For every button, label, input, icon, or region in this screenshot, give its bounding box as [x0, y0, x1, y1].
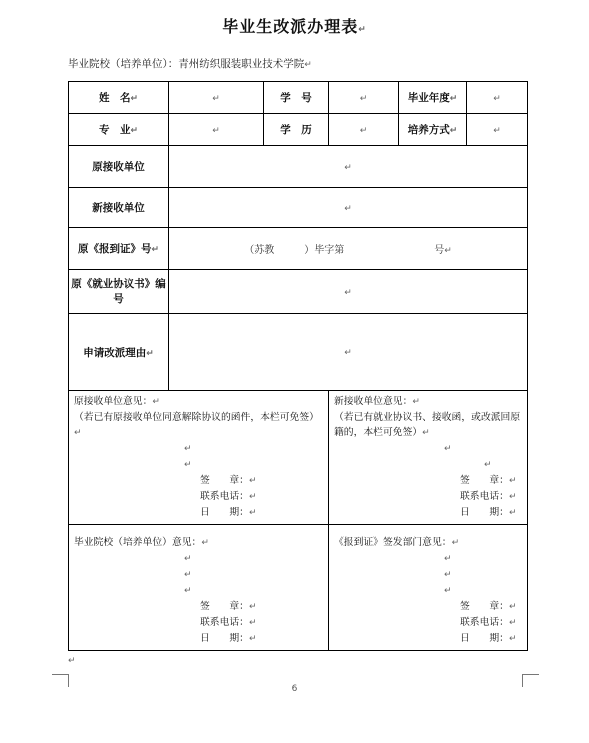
date-line: 日 期：↵	[200, 633, 257, 644]
original-unit-opinion[interactable]: 原接收单位意见：↵ （若已有原接收单位同意解除协议的函件，本栏可免签）↵ ↵ ↵ 签 章：↵ 联系电话：↵ 日 期：↵	[69, 391, 329, 525]
report-cert-field[interactable]: （苏教 ）毕字第 号↵	[169, 228, 528, 270]
issuer-opinion-heading: 《报到证》签发部门意见：↵	[334, 537, 460, 548]
row-authority-opinions	[69, 525, 528, 651]
row-name	[69, 82, 528, 114]
original-unit-field[interactable]: ↵	[169, 146, 528, 188]
phone-line: 联系电话：↵	[200, 491, 257, 502]
agreement-field[interactable]: ↵	[169, 270, 528, 314]
degree-field[interactable]: ↵	[329, 114, 399, 146]
row-agreement	[69, 270, 528, 314]
original-unit-label: 原接收单位	[69, 146, 169, 188]
major-label: 专 业↵	[69, 114, 169, 146]
student-id-field[interactable]: ↵	[329, 82, 399, 114]
new-unit-opinion-heading: 新接收单位意见：↵	[334, 396, 420, 407]
agreement-label: 原《就业协议书》编 号	[69, 270, 169, 314]
phone-line: 联系电话：↵	[200, 617, 257, 628]
seal-line: 签 章：↵	[460, 601, 517, 612]
degree-label: 学 历	[264, 114, 329, 146]
date-line: 日 期：↵	[200, 507, 257, 518]
row-report-cert	[69, 228, 528, 270]
row-unit-opinions	[69, 391, 528, 525]
original-unit-opinion-note: （若已有原接收单位同意解除协议的函件，本栏可免签）↵	[74, 412, 319, 438]
school-opinion-heading: 毕业院校（培养单位）意见：↵	[74, 537, 209, 548]
page-title: 毕业生改派办理表↵	[222, 17, 367, 36]
row-reason	[69, 314, 528, 391]
row-major	[69, 114, 528, 146]
page-number: 6	[291, 684, 298, 694]
new-unit-label: 新接收单位	[69, 188, 169, 228]
trailing-paragraph-mark: ↵	[68, 656, 76, 666]
student-id-label: 学 号	[264, 82, 329, 114]
major-field[interactable]: ↵	[169, 114, 264, 146]
phone-line: 联系电话：↵	[460, 491, 517, 502]
row-new-unit	[69, 188, 528, 228]
school-line: 毕业院校（培养单位）：青州纺织服装职业技术学院↵	[68, 58, 312, 70]
seal-line: 签 章：↵	[460, 475, 517, 486]
name-field[interactable]: ↵	[169, 82, 264, 114]
graduation-year-label: 毕业年度↵	[399, 82, 467, 114]
training-mode-field[interactable]: ↵	[467, 114, 528, 146]
name-label: 姓 名↵	[69, 82, 169, 114]
seal-line: 签 章：↵	[200, 601, 257, 612]
new-unit-field[interactable]: ↵	[169, 188, 528, 228]
date-line: 日 期：↵	[460, 633, 517, 644]
reason-field[interactable]: ↵	[169, 314, 528, 391]
school-opinion[interactable]: 毕业院校（培养单位）意见：↵ ↵ ↵ ↵ 签 章：↵ 联系电话：↵ 日 期：↵	[69, 525, 329, 651]
graduation-year-field[interactable]: ↵	[467, 82, 528, 114]
phone-line: 联系电话：↵	[460, 617, 517, 628]
training-mode-label: 培养方式↵	[399, 114, 467, 146]
original-unit-opinion-heading: 原接收单位意见：↵	[74, 396, 160, 407]
new-unit-opinion-note: （若已有就业协议书、接收函，或改派回原籍的，本栏可免签）↵	[334, 412, 521, 438]
reassignment-form	[68, 81, 528, 651]
reason-label: 申请改派理由↵	[69, 314, 169, 391]
seal-line: 签 章：↵	[200, 475, 257, 486]
issuer-opinion[interactable]: 《报到证》签发部门意见：↵ ↵ ↵ ↵ 签 章：↵ 联系电话：↵ 日 期：↵	[329, 525, 528, 651]
report-cert-label: 原《报到证》号↵	[69, 228, 169, 270]
new-unit-opinion[interactable]: 新接收单位意见：↵ （若已有就业协议书、接收函，或改派回原籍的，本栏可免签）↵ ↵ ↵ 签 章：↵ 联系电话：↵ 日 期：↵	[329, 391, 528, 525]
row-original-unit	[69, 146, 528, 188]
date-line: 日 期：↵	[460, 507, 517, 518]
